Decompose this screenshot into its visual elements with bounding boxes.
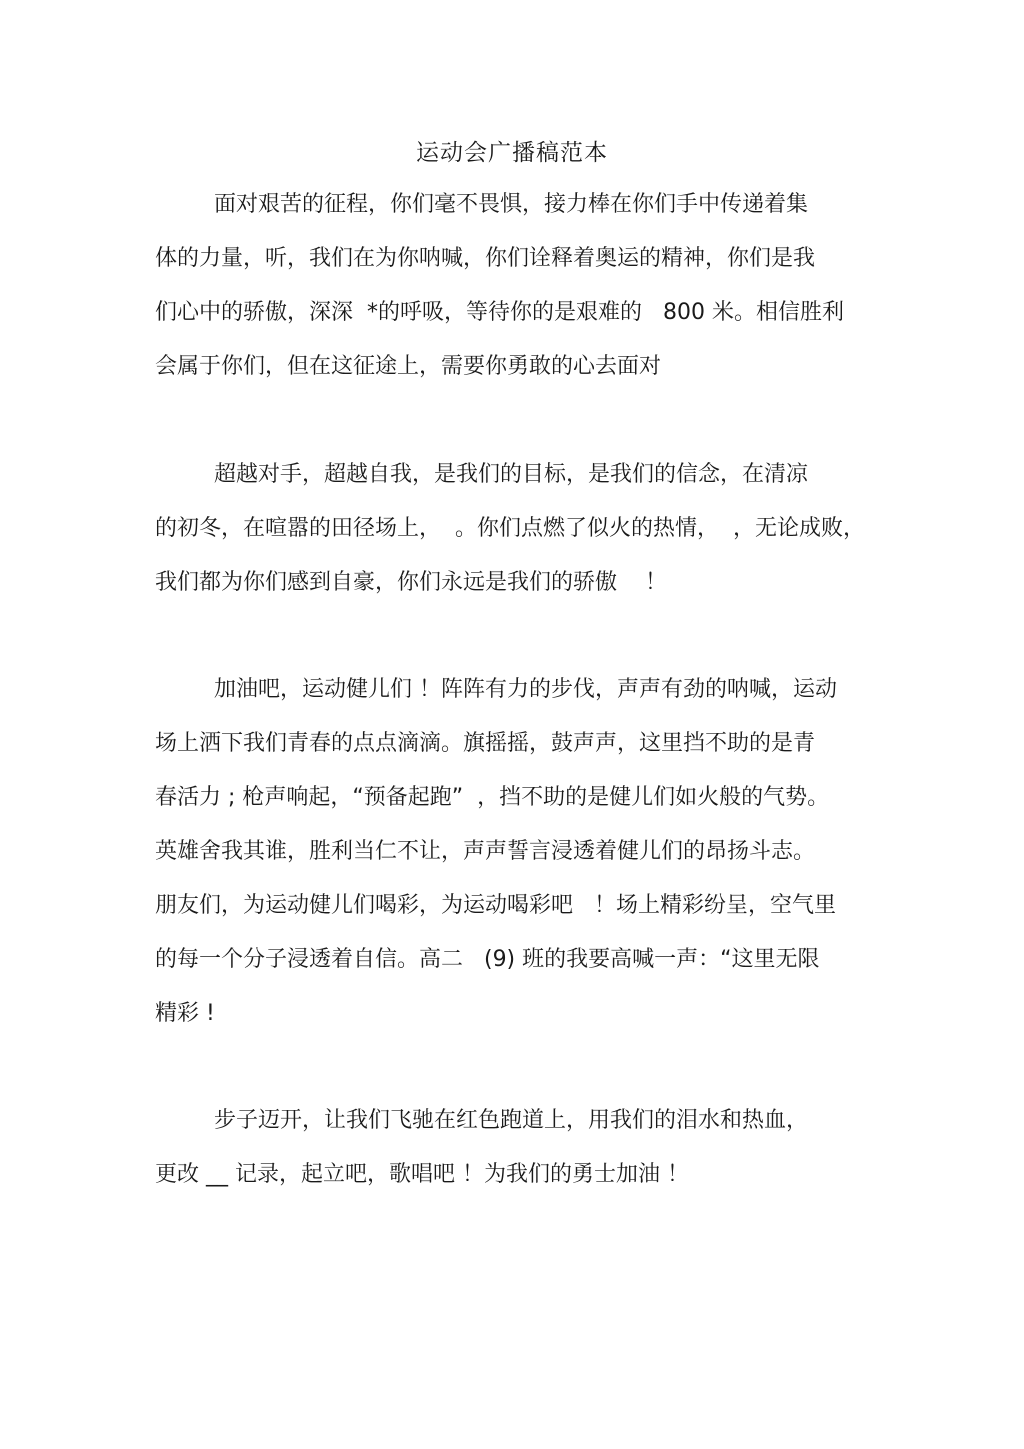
paragraph-2-line-1: 超越对手，超越自我，是我们的目标，是我们的信念，在清凉 [214,462,809,487]
paragraph-3-line-7: 精彩 ! [155,1001,215,1026]
paragraph-3-line-6: 的每一个分子浸透着自信。高二 (9) 班的我要高喊一声：“这里无限 [155,947,820,972]
paragraph-1-line-4: 会属于你们，但在这征途上，需要你勇敢的心去面对 [155,354,662,379]
paragraph-4-line-1: 步子迈开，让我们飞驰在红色跑道上，用我们的泪水和热血， [214,1108,809,1133]
paragraph-3-line-5: 朋友们，为运动健儿们喝彩，为运动喝彩吧 ！场上精彩纷呈，空气里 [155,893,836,918]
paragraph-2-line-3: 我们都为你们感到自豪，你们永远是我们的骄傲 ！ [155,570,667,595]
paragraph-4-line-2: 更改 __ 记录，起立吧，歌唱吧 ！为我们的勇士加油 ！ [155,1162,689,1187]
document-title: 运动会广播稿范本 [416,140,608,166]
paragraph-1-line-2: 体的力量，听，我们在为你呐喊，你们诠释着奥运的精神，你们是我 [155,246,816,271]
paragraph-3-line-2: 场上洒下我们青春的点点滴滴。旗摇摇，鼓声声，这里挡不助的是青 [155,731,816,756]
paragraph-3-line-4: 英雄舍我其谁，胜利当仁不让，声声誓言浸透着健儿们的昂扬斗志。 [155,839,816,864]
paragraph-2-line-2: 的初冬，在喧嚣的田径场上， 。你们点燃了似火的热情， ，无论成败， [155,516,865,541]
paragraph-1-line-1: 面对艰苦的征程，你们毫不畏惧，接力棒在你们手中传递着集 [214,192,809,217]
paragraph-3-line-1: 加油吧，运动健儿们 ！阵阵有力的步伐，声声有劲的呐喊，运动 [214,677,837,702]
paragraph-3-line-3: 春活力 ; 枪声响起，“预备起跑” ，挡不助的是健儿们如火般的气势。 [155,785,830,810]
paragraph-1-line-3: 们心中的骄傲，深深 *的呼吸，等待你的是艰难的 800 米。相信胜利 [155,300,844,325]
